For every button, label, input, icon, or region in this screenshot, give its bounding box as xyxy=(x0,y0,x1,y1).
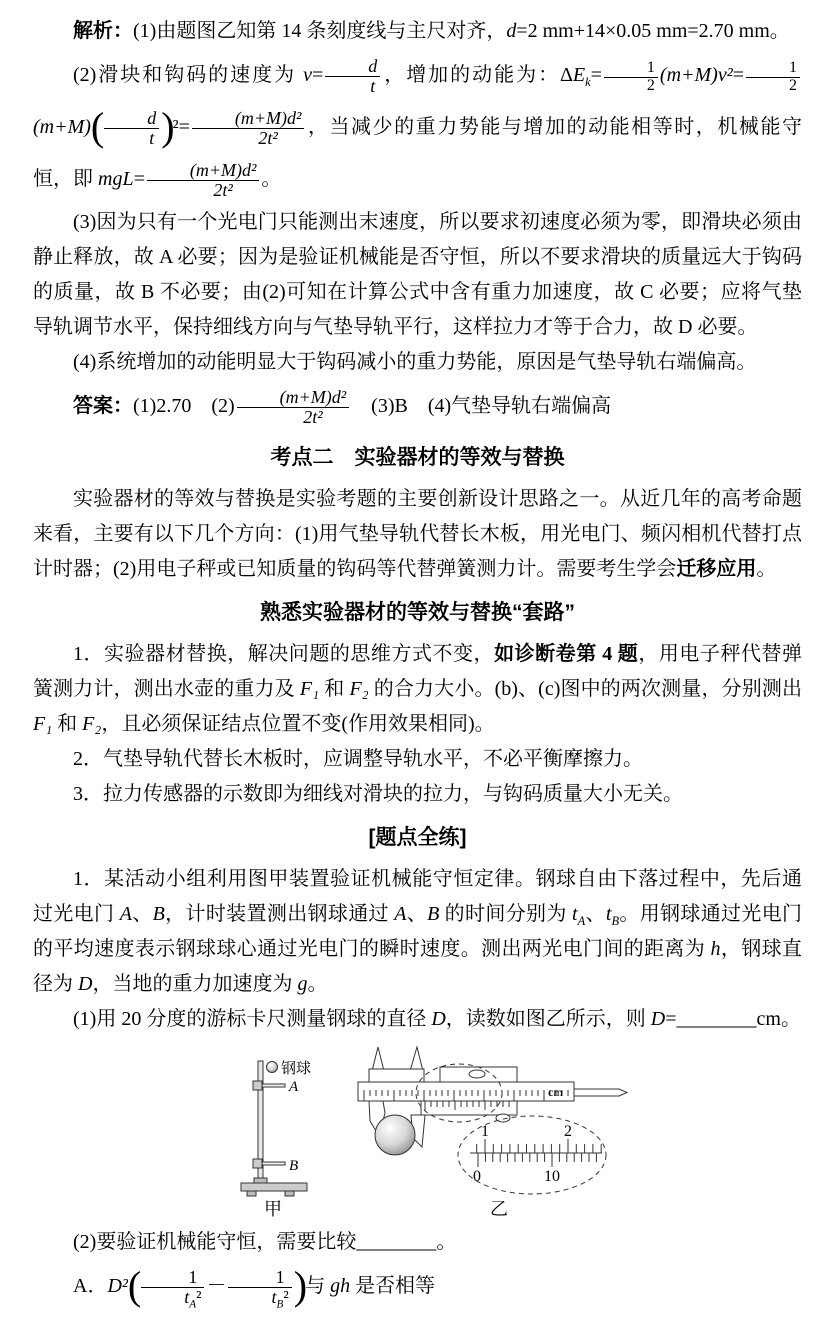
solution-text-5: ，当减少的重力势能与增加的动能相等时，机械能守恒，即 xyxy=(33,116,802,190)
fraction-one-half: $\frac{1}{2}$ xyxy=(604,60,658,95)
var-D: D xyxy=(650,1008,666,1030)
var-A: A xyxy=(394,903,407,925)
var-E: E xyxy=(572,64,586,86)
var-F2: F₂ xyxy=(82,713,102,735)
var-D: D xyxy=(78,973,93,995)
var-g: g xyxy=(297,973,308,995)
solution-text-2: =2 mm+14×0.05 mm=2.70 mm。 xyxy=(516,20,790,42)
equals: = xyxy=(311,64,324,86)
kaodian-bold-phrase: 迁移应用 xyxy=(676,558,757,580)
figure-svg xyxy=(33,1043,773,1223)
sub-A: A xyxy=(189,1298,197,1311)
q1-text-3: 的时间分别为 xyxy=(439,903,573,925)
caliper-head xyxy=(369,1069,424,1082)
sub-A: A xyxy=(577,914,586,928)
gate-a-label: A xyxy=(289,1079,299,1095)
section-heading-kaodian: 考点二 实验器材的等效与替换 xyxy=(270,446,565,469)
option-a xyxy=(33,1260,802,1312)
big-paren-right: ) xyxy=(293,1263,306,1309)
sup-2: ² xyxy=(196,1287,202,1308)
problem-1-stem xyxy=(33,862,802,1002)
expr-mM: (m+M) xyxy=(33,116,91,138)
kaodian-intro-paragraph xyxy=(33,482,802,587)
caliper-depth-rod xyxy=(574,1089,627,1096)
sub-k: k xyxy=(585,75,591,89)
var-B: B xyxy=(152,903,165,925)
q1-text-1: 1．某活动小组利用图甲装置验证机械能守恒定律。钢球自由下落过程中，先后通过光电门 xyxy=(33,868,802,925)
equals: = xyxy=(732,64,744,86)
stand-foot-left xyxy=(247,1191,256,1196)
vernier-0: 0 xyxy=(473,1168,481,1185)
taolu-item-3: 3．拉力传感器的示数即为细线对滑块的拉力，与钩码质量大小无关。 xyxy=(73,783,683,805)
var-D-squared: D² xyxy=(107,1275,128,1297)
enum-comma: 、 xyxy=(406,903,428,925)
var-gh: gh xyxy=(330,1275,351,1297)
answer-text-1: (1)2.70 (2) xyxy=(133,395,235,417)
photogate-a-arm xyxy=(262,1084,285,1087)
photogate-b-clamp xyxy=(253,1159,262,1168)
squared-equals: ²= xyxy=(172,116,190,138)
gate-b-label: B xyxy=(289,1158,299,1174)
fraction-mMd2-over-2t2: $\frac{\text{(m+M)d²}}{\text{2t²}}$ xyxy=(237,388,350,427)
solution-text-1: (1)由题图乙知第 14 条刻度线与主尺对齐， xyxy=(133,20,507,42)
caliper-thumb-wheel xyxy=(469,1070,485,1078)
var-tA: t xyxy=(572,903,578,925)
figure-jia-caption: 甲 xyxy=(264,1199,282,1219)
fraction-mMd2-over-2t2: $\frac{\text{(m+M)d²}}{\text{2t²}}$ xyxy=(192,109,305,148)
sub-question-1 xyxy=(33,1002,802,1037)
solution-text-4: ，增加的动能为：Δ xyxy=(382,64,573,86)
fraction-d-over-t: $\frac{d}{t}$ xyxy=(325,57,380,96)
solution-paragraph-4: (4)系统增加的动能明显大于钩码减小的重力势能，原因是气垫导轨右端偏高。 xyxy=(73,351,757,373)
fraction-mMd2-over-2t2: $\frac{\text{(m+M)d²}}{\text{2t²}}$ xyxy=(147,161,260,200)
main-scale-2: 2 xyxy=(564,1123,572,1140)
var-v: v xyxy=(303,64,312,86)
q2-text-2: ，读数如图乙所示，则 xyxy=(445,1008,651,1030)
caliper-diagram xyxy=(358,1047,627,1219)
var-d: d xyxy=(506,20,517,42)
measured-ball xyxy=(375,1115,415,1155)
q1-text-2: ，计时装置测出钢球通过 xyxy=(164,903,395,925)
var-mgL: mgL xyxy=(98,168,134,190)
item1-and: 和 xyxy=(319,678,350,700)
zoom-main-scale-ticks xyxy=(477,1144,602,1153)
big-paren-right: ) xyxy=(161,104,173,150)
q1-text-7: 。 xyxy=(307,973,328,995)
kaodian-text-2: 。 xyxy=(756,558,777,580)
section-heading-taolu: 熟悉实验器材的等效与替换“套路” xyxy=(260,601,575,624)
sub-B: B xyxy=(276,1298,284,1311)
minus-sign: － xyxy=(206,1275,227,1297)
section-heading-quanlian: [题点全练] xyxy=(368,826,467,849)
answer-blank: =________cm。 xyxy=(665,1008,801,1030)
var-F1: F₁ xyxy=(33,713,53,735)
fraction-one-half: $\frac{1}{2}$ xyxy=(746,60,800,95)
option-a-label: A． xyxy=(73,1275,108,1297)
big-paren-left: ( xyxy=(90,104,103,150)
item1-text-2: ，用电子秤代替弹簧测力计，测出水壶的重力及 xyxy=(33,643,803,700)
main-scale-1: 1 xyxy=(481,1123,489,1140)
q1-text-6: ，当地的重力加速度为 xyxy=(92,973,298,995)
stand-foot-right xyxy=(285,1191,294,1196)
solution-paragraph-2 xyxy=(33,49,802,205)
steel-ball xyxy=(267,1062,278,1073)
experiment-figure xyxy=(33,1043,802,1223)
expr-mMv2: (m+M)v² xyxy=(659,64,733,86)
solution-label: 解析： xyxy=(73,20,133,42)
equals: = xyxy=(133,168,145,190)
enum-comma: 、 xyxy=(585,903,606,925)
photogate-b-arm xyxy=(262,1162,285,1165)
enum-comma: 、 xyxy=(131,903,153,925)
caliper-upper-jaw-fixed xyxy=(372,1047,384,1071)
item1-text-1: 1．实验器材替换，解决问题的思维方式不变， xyxy=(73,643,495,665)
var-h: h xyxy=(710,938,721,960)
item1-text-3: 的合力大小。(b)、(c)图中的两次测量，分别测出 xyxy=(368,678,802,700)
stand-base xyxy=(241,1183,307,1191)
equals: = xyxy=(590,64,602,86)
zoom-vernier-ticks xyxy=(478,1153,596,1162)
item1-bold-phrase: 如诊断卷第 4 题 xyxy=(494,643,639,665)
steel-ball-label: 钢球 xyxy=(281,1061,312,1077)
item1-text-4: ，且必须保证结点位置不变(作用效果相同)。 xyxy=(101,713,495,735)
photogate-a-clamp xyxy=(253,1081,262,1090)
period: 。 xyxy=(261,168,282,190)
q2-text-1: (1)用 20 分度的游标卡尺测量钢球的直径 xyxy=(73,1008,432,1030)
stand-base-mount xyxy=(254,1178,267,1183)
solution-text-3: (2)滑块和钩码的速度为 xyxy=(73,64,304,86)
sub-question-2: (2)要验证机械能守恒，需要比较________。 xyxy=(73,1231,457,1253)
solution-paragraph-3: (3)因为只有一个光电门只能测出末速度，所以要求初速度必须为零，即滑块必须由静止释放，故 A 必要；因为是验证机械能是否守恒，所以不要求滑块的质量远大于钩码的质量，故 B 不必要；由(2)可知在计算公式中含有重力加速度，故 C 必要；应将气垫导轨调节水平，保持细线方向与气垫导轨平行，这样拉力才等于合力，故 D 必要。 xyxy=(33,211,802,338)
answer-label: 答案： xyxy=(73,395,133,417)
sup-2: ² xyxy=(283,1287,289,1308)
figure-yi-caption: 乙 xyxy=(490,1199,508,1219)
taolu-item-1 xyxy=(33,637,802,742)
var-t: t xyxy=(184,1287,190,1308)
kaodian-text-1: 实验器材的等效与替换是实验考题的主要创新设计思路之一。从近几年的高考命题来看，主要有以下几个方向：(1)用气垫导轨代替长木板，用光电门、频闪相机代替打点计时器；(2)用电子秤或已知质量的钩码等代替弹簧测力计。需要考生学会 xyxy=(33,488,802,580)
option-a-text-1: 与 xyxy=(305,1275,331,1297)
var-A: A xyxy=(119,903,132,925)
taolu-item-2: 2．气垫导轨代替长木板时，应调整导轨水平，不必平衡摩擦力。 xyxy=(73,748,643,770)
q1-text-5: ，钢球直径为 xyxy=(33,938,803,995)
solution-paragraph-1 xyxy=(33,14,802,49)
vernier-10: 10 xyxy=(544,1168,560,1185)
fraction-1-over-tB2: $\frac{1}{t_B^2}$ xyxy=(228,1268,291,1307)
item1-and: 和 xyxy=(52,713,83,735)
var-F1: F₁ xyxy=(299,678,320,700)
caliper-upper-jaw-movable xyxy=(410,1047,423,1071)
q1-text-4: 。用钢球通过光电门的平均速度表示钢球球心通过光电门的瞬时速度。测出两光电门间的距离为 xyxy=(33,903,803,960)
big-paren-left: ( xyxy=(127,1263,140,1309)
fraction-1-over-tA2: $\frac{1}{t_A^2}$ xyxy=(141,1268,204,1307)
answer-text-2: (3)B (4)气垫导轨右端偏高 xyxy=(351,395,612,417)
var-D: D xyxy=(431,1008,446,1030)
option-a-text-2: 是否相等 xyxy=(350,1275,436,1297)
fraction-d-over-t: $\frac{d}{t}$ xyxy=(104,109,159,148)
answer-line xyxy=(33,380,802,432)
var-t: t xyxy=(271,1287,277,1308)
var-tB: t xyxy=(605,903,612,925)
stand-diagram xyxy=(241,1060,311,1219)
var-F2: F₂ xyxy=(349,678,369,700)
cm-unit-label: cm xyxy=(548,1085,563,1099)
sub-B: B xyxy=(611,914,620,928)
var-B: B xyxy=(427,903,440,925)
